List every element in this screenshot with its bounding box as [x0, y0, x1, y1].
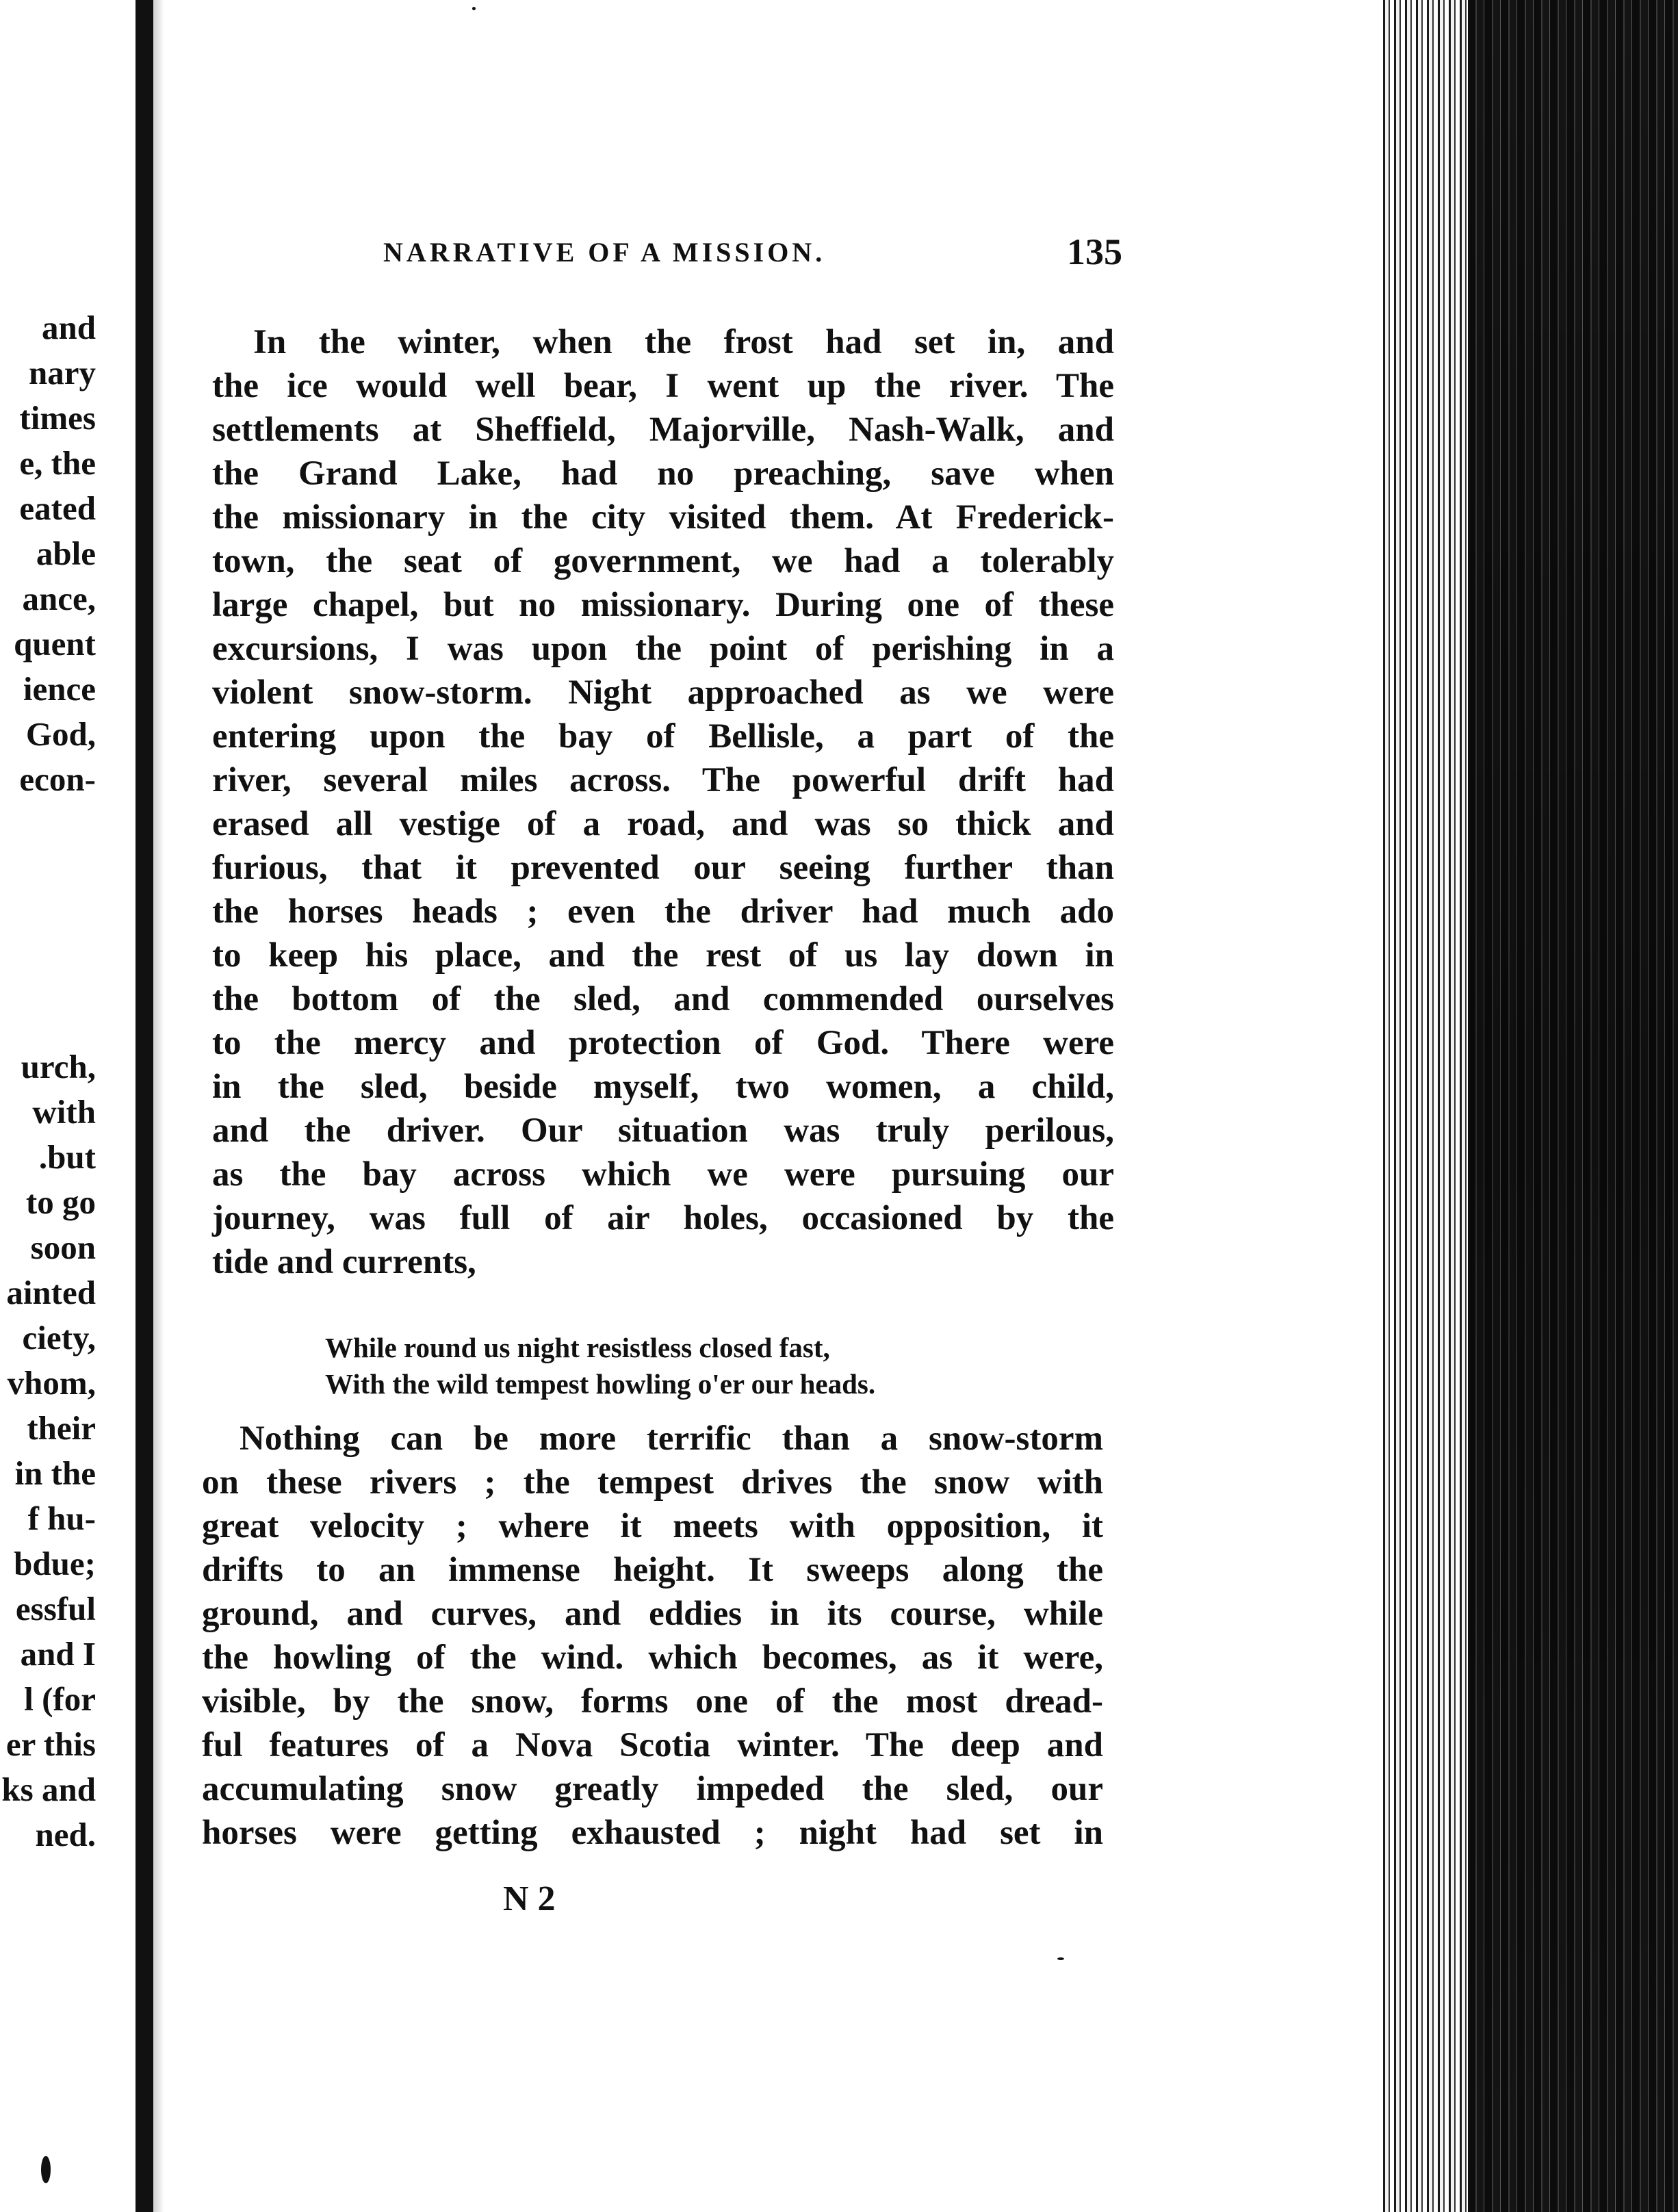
- left-fragment: l (for: [24, 1680, 96, 1718]
- text-line: on these rivers ; the tempest drives the snow with: [202, 1463, 1103, 1502]
- left-fragment: God,: [25, 715, 96, 753]
- text-line: the ice would well bear, I went up the river. The: [212, 367, 1114, 405]
- left-fragment: ciety,: [22, 1319, 96, 1356]
- left-fragment: f hu-: [27, 1500, 96, 1537]
- text-line: settlements at Sheffield, Majorville, Nash-Walk, and: [212, 411, 1114, 449]
- text-line: violent snow-storm. Night approached as we were: [212, 673, 1114, 712]
- text-line: furious, that it prevented our seeing further than: [212, 849, 1114, 887]
- verse-line: While round us night resistless closed fast,: [325, 1332, 830, 1363]
- left-fragment: ance,: [22, 580, 96, 617]
- text-line: horses were getting exhausted ; night had set in: [202, 1814, 1103, 1852]
- text-line: the missionary in the city visited them. At Frederick-: [212, 498, 1114, 537]
- scan-speck: [41, 2156, 51, 2183]
- left-fragment: able: [36, 535, 96, 572]
- text-line: the Grand Lake, had no preaching, save when: [212, 454, 1114, 493]
- signature-mark: N 2: [503, 1879, 556, 1918]
- left-fragment: bdue;: [14, 1545, 96, 1582]
- text-line: great velocity ; where it meets with opposition, it: [202, 1507, 1103, 1545]
- text-line: large chapel, but no missionary. During one of these: [212, 586, 1114, 624]
- book-gutter: [135, 0, 153, 2212]
- left-fragment: nary: [29, 354, 96, 391]
- text-line: to keep his place, and the rest of us lay down in: [212, 936, 1114, 975]
- text-line: entering upon the bay of Bellisle, a part of the: [212, 717, 1114, 756]
- left-fragment: and: [41, 309, 96, 346]
- left-fragment: and I: [20, 1635, 96, 1673]
- text-line: excursions, I was upon the point of perishing in a: [212, 630, 1114, 668]
- running-title: NARRATIVE OF A MISSION.: [383, 237, 826, 268]
- left-fragment: urch,: [21, 1048, 96, 1085]
- text-line: In the winter, when the frost had set in, and: [253, 323, 1114, 361]
- scan-speck: [1057, 1957, 1064, 1960]
- left-fragment: econ-: [19, 760, 96, 798]
- text-line: drifts to an immense height. It sweeps along the: [202, 1551, 1103, 1589]
- left-fragment: soon: [30, 1229, 96, 1266]
- text-line: river, several miles across. The powerful drift had: [212, 761, 1114, 799]
- left-fragment: quent: [14, 625, 96, 663]
- text-line: in the sled, beside myself, two women, a child,: [212, 1068, 1114, 1106]
- text-line: journey, was full of air holes, occasioned by the: [212, 1199, 1114, 1237]
- running-header: [383, 231, 1122, 277]
- verse-line: With the wild tempest howling o'er our heads.: [325, 1368, 876, 1400]
- left-fragment: vhom,: [7, 1364, 96, 1402]
- text-line: the howling of the wind. which becomes, as it were,: [202, 1638, 1103, 1677]
- left-fragment: ainted: [6, 1274, 96, 1311]
- left-fragment: their: [27, 1409, 96, 1447]
- text-line: town, the seat of government, we had a tolerably: [212, 542, 1114, 580]
- left-fragment: in the: [14, 1454, 96, 1492]
- left-fragment: times: [19, 399, 96, 437]
- text-line: the horses heads ; even the driver had much ado: [212, 892, 1114, 931]
- left-fragment: er this: [5, 1725, 96, 1763]
- text-line: to the mercy and protection of God. There were: [212, 1024, 1114, 1062]
- left-fragment: ks and: [1, 1771, 96, 1808]
- text-line: visible, by the snow, forms one of the most dread-: [202, 1682, 1103, 1721]
- page-number: 135: [1067, 231, 1122, 272]
- scan-speck: [472, 7, 476, 10]
- left-fragment: .but: [38, 1138, 96, 1176]
- text-line: the bottom of the sled, and commended ourselves: [212, 980, 1114, 1018]
- left-fragment: eated: [19, 489, 96, 527]
- left-fragment: to go: [25, 1183, 96, 1221]
- text-line: ground, and curves, and eddies in its course, while: [202, 1595, 1103, 1633]
- text-line: accumulating snow greatly impeded the sled, our: [202, 1770, 1103, 1808]
- left-fragment: e, the: [19, 444, 96, 482]
- text-line: as the bay across which we were pursuing our: [212, 1155, 1114, 1194]
- left-fragment: ience: [23, 670, 96, 708]
- text-line: ful features of a Nova Scotia winter. The deep and: [202, 1726, 1103, 1764]
- gutter-shadow: [153, 0, 164, 2212]
- text-line: Nothing can be more terrific than a snow-storm: [240, 1419, 1103, 1458]
- page-block-edge: [1379, 0, 1468, 2212]
- text-line: tide and currents,: [212, 1243, 476, 1281]
- text-line: and the driver. Our situation was truly perilous,: [212, 1111, 1114, 1150]
- left-fragment: with: [32, 1093, 96, 1131]
- left-fragment: essful: [15, 1590, 96, 1628]
- cover-shading: [1468, 0, 1678, 2212]
- text-line: erased all vestige of a road, and was so thick and: [212, 805, 1114, 843]
- left-fragment: ned.: [35, 1816, 96, 1853]
